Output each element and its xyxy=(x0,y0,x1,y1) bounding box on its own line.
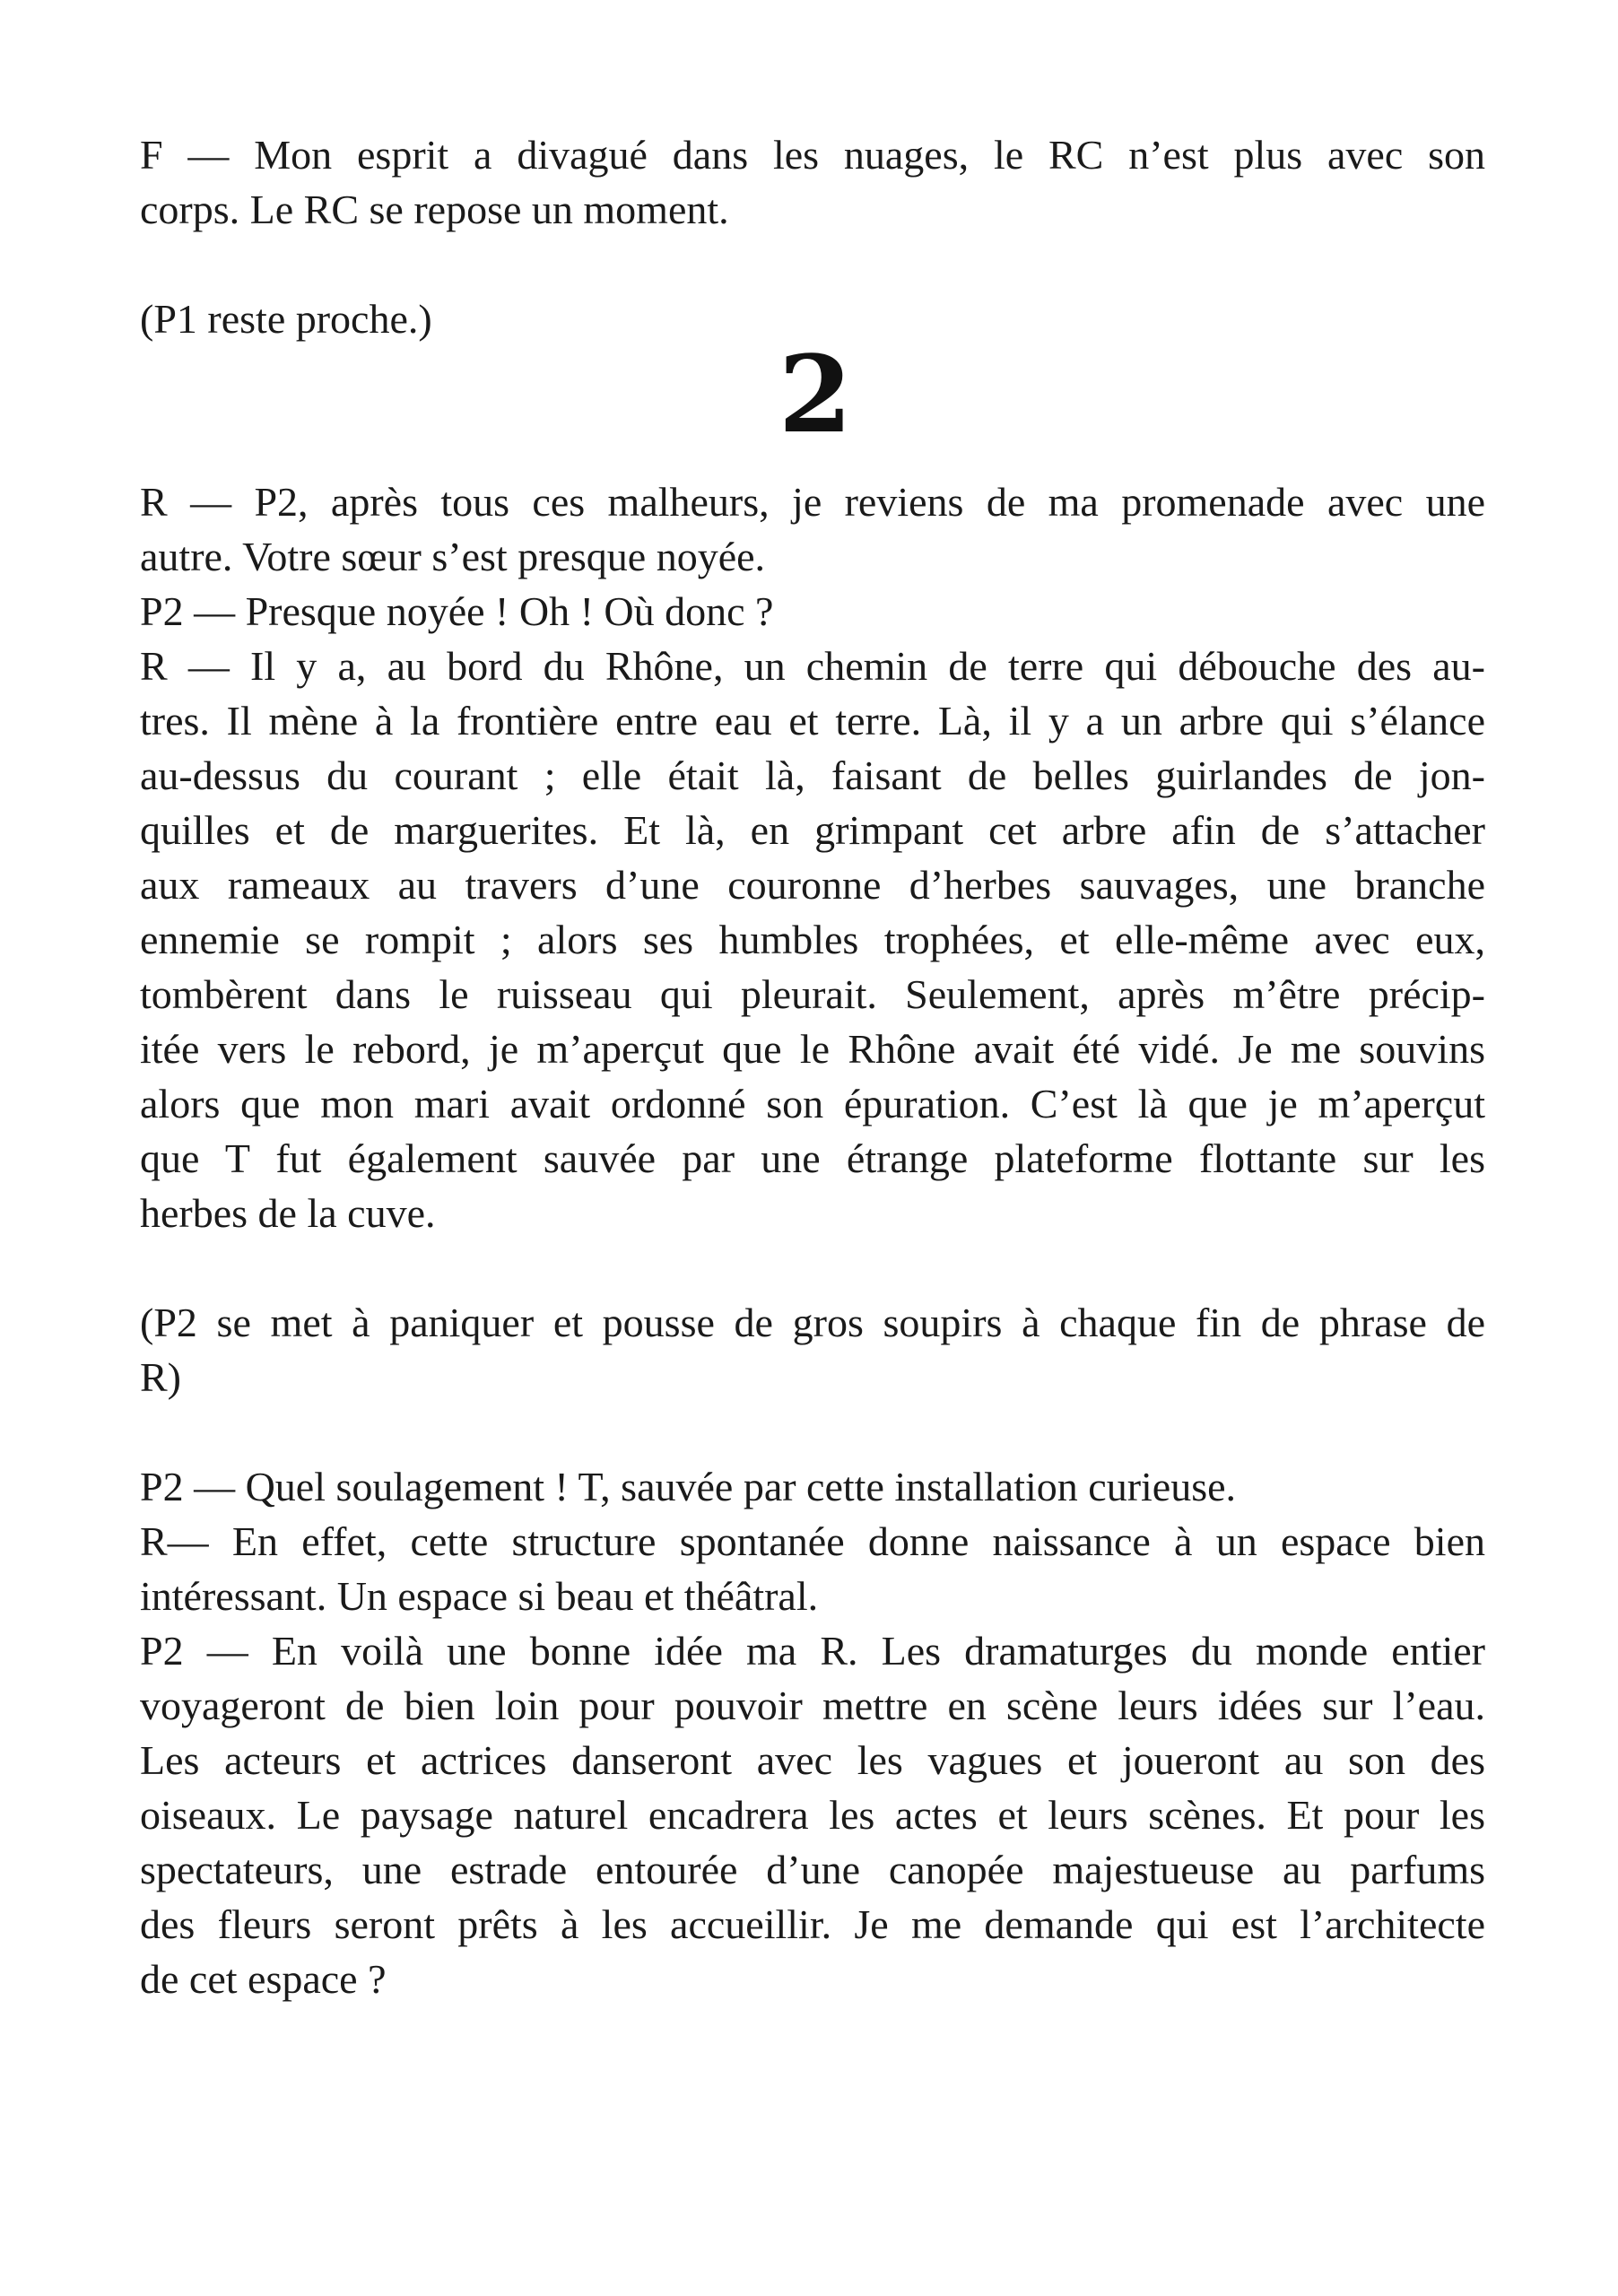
text-line: R — P2, après tous ces malheurs, je reviens de ma promenade avec une xyxy=(140,479,1485,525)
text-line: P2 — En voilà une bonne idée ma R. Les dramaturges du monde entier xyxy=(140,1628,1485,1674)
text-line: (P2 se met à paniquer et pousse de gros soupirs à chaque fin de phrase de xyxy=(140,1300,1485,1345)
text-line: P2 — Quel soulagement ! T, sauvée par cette installation curieuse. xyxy=(140,1464,1237,1509)
text-line: F — Mon esprit a divagué dans les nuages, le RC n’est plus avec son xyxy=(140,132,1485,178)
dialogue-f xyxy=(140,127,1485,237)
text-line: autre. Votre sœur s’est presque noyée. xyxy=(140,534,766,579)
text-line: herbes de la cuve. xyxy=(140,1190,436,1236)
text-line: aux rameaux au travers d’une couronne d’herbes sauvages, une branche xyxy=(140,862,1485,908)
text-line: tres. Il mène à la frontière entre eau et terre. Là, il y a un arbre qui s’élance xyxy=(140,698,1485,744)
stage-direction-2 xyxy=(140,1295,1485,1405)
text-line: intéressant. Un espace si beau et théâtral. xyxy=(140,1573,819,1619)
text-line: P2 — Presque noyée ! Oh ! Où donc ? xyxy=(140,588,774,634)
scene-number: 2 xyxy=(778,332,853,457)
text-line: Les acteurs et actrices danseront avec les vagues et joueront au son des xyxy=(140,1737,1485,1783)
text-line: oiseaux. Le paysage naturel encadrera les actes et leurs scènes. Et pour les xyxy=(140,1792,1485,1838)
text-line: alors que mon mari avait ordonné son épuration. C’est là que je m’aperçut xyxy=(140,1081,1485,1126)
text-line: de cet espace ? xyxy=(140,1956,387,2002)
text-line: (P1 reste proche.) xyxy=(140,296,432,342)
text-line: ennemie se rompit ; alors ses humbles trophées, et elle-même avec eux, xyxy=(140,917,1485,962)
dialogue-block-2 xyxy=(140,1459,1485,2006)
dialogue-block-1 xyxy=(140,474,1485,1240)
text-line: tombèrent dans le ruisseau qui pleurait. Seulement, après m’être précip- xyxy=(140,971,1485,1017)
text-line: R— En effet, cette structure spontanée donne naissance à un espace bien xyxy=(140,1518,1485,1564)
text-line: quilles et de marguerites. Et là, en grimpant cet arbre afin de s’attacher xyxy=(140,807,1485,853)
text-line: R) xyxy=(140,1354,181,1400)
page-text xyxy=(140,127,1485,2006)
text-line: R — Il y a, au bord du Rhône, un chemin de terre qui débouche des au- xyxy=(140,643,1485,689)
text-line: spectateurs, une estrade entourée d’une canopée majestueuse au parfums xyxy=(140,1847,1485,1892)
text-line: itée vers le rebord, je m’aperçut que le Rhône avait été vidé. Je me souvins xyxy=(140,1026,1485,1072)
text-line: voyageront de bien loin pour pouvoir mettre en scène leurs idées sur l’eau. xyxy=(140,1683,1485,1728)
text-line: que T fut également sauvée par une étrange plateforme flottante sur les xyxy=(140,1135,1485,1181)
text-line: au-dessus du courant ; elle était là, faisant de belles guirlandes de jon- xyxy=(140,752,1485,798)
text-line: des fleurs seront prêts à les accueillir. Je me demande qui est l’architecte xyxy=(140,1901,1485,1947)
text-line: corps. Le RC se repose un moment. xyxy=(140,187,729,232)
